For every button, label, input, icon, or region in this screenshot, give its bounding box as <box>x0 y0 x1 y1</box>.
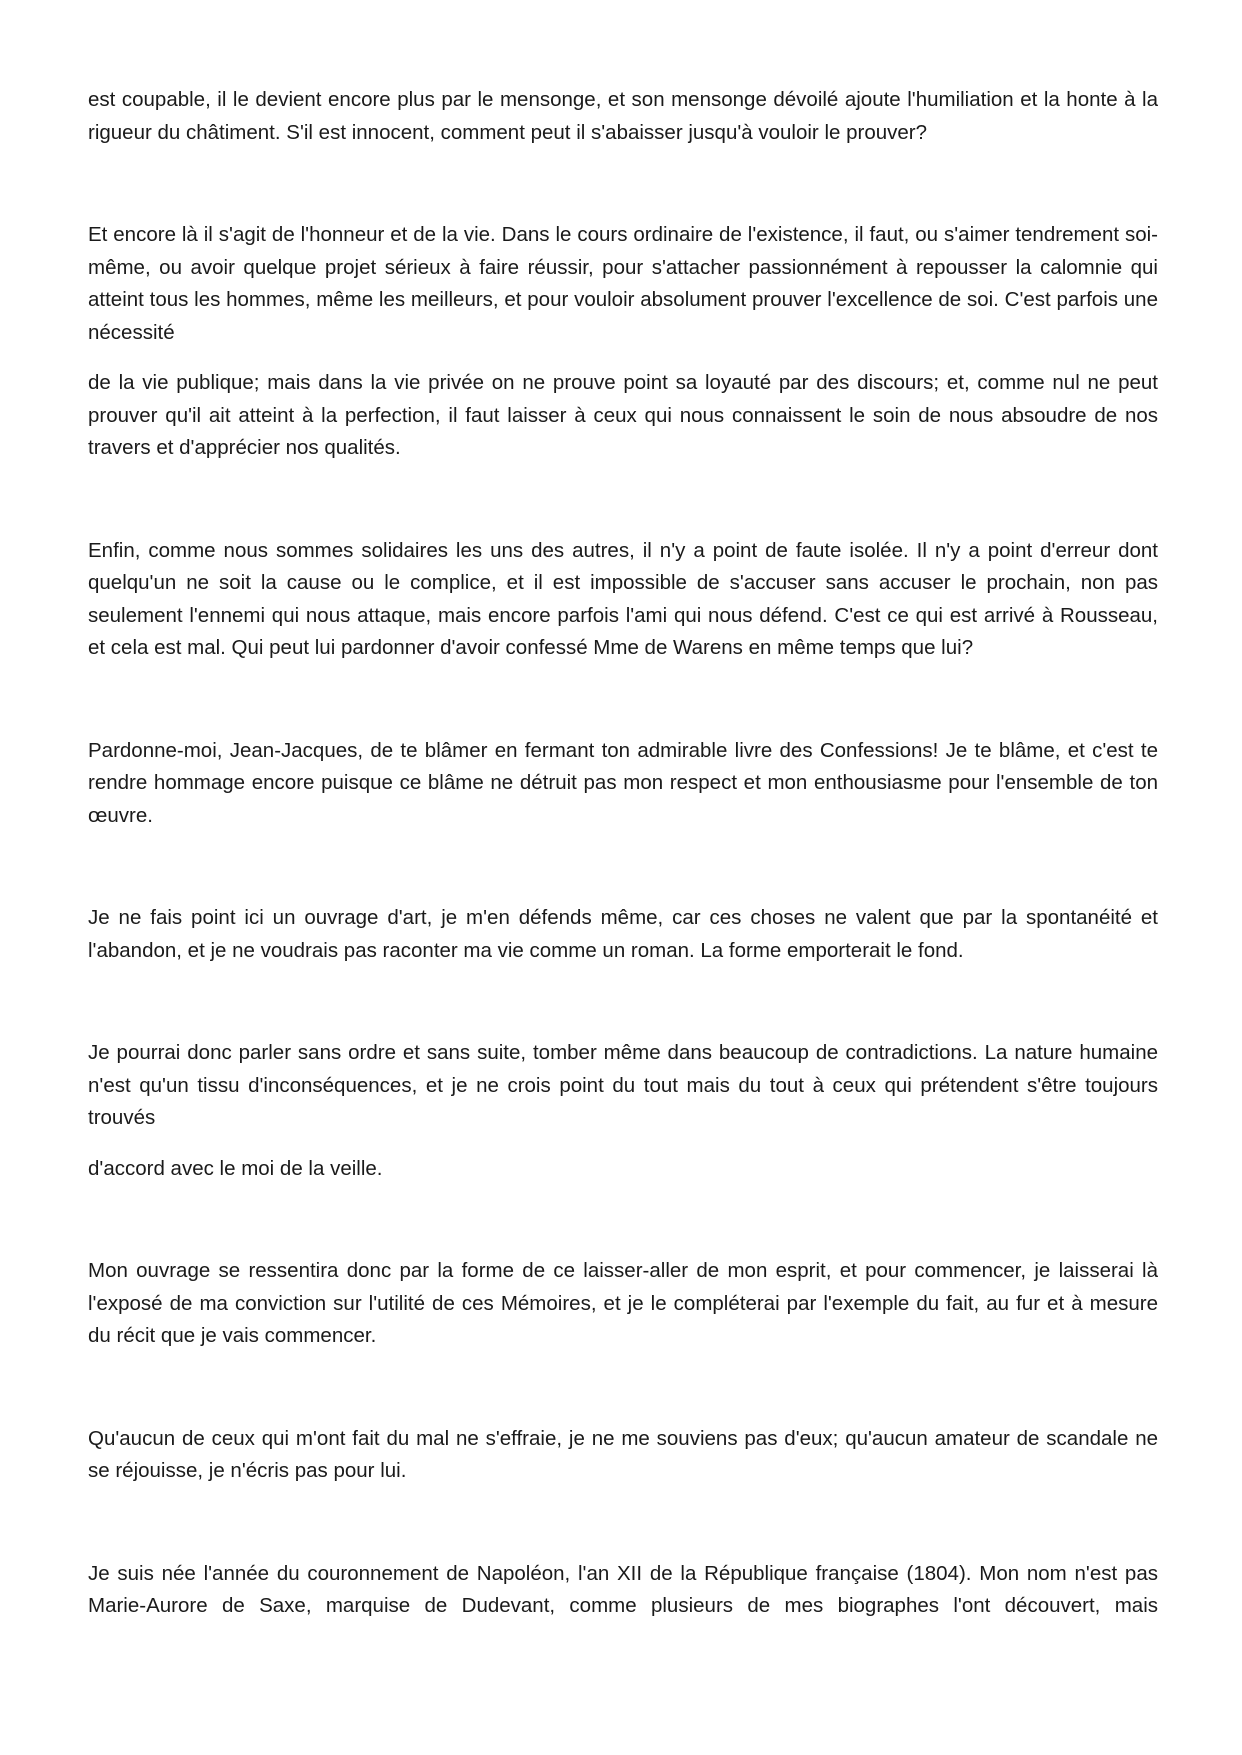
paragraph: Mon ouvrage se ressentira donc par la forme de ce laisser-aller de mon esprit, et pour commencer, je laisserai là l'exposé de ma conviction sur l'utilité de ces Mémoires, et je le compléterai par l'exemple du fait, au fur et à mesure du récit que je vais commencer. <box>88 1259 1158 1347</box>
paragraph: d'accord avec le moi de la veille. <box>88 1156 383 1180</box>
paragraph: Je suis née l'année du couronnement de Napoléon, l'an XII de la République française (1804). Mon nom n'est pas Marie-Aurore de Saxe, marquise de Dudevant, comme plusieurs de mes biographes l'ont découvert, mais <box>88 1561 1158 1617</box>
paragraph: Je ne fais point ici un ouvrage d'art, je m'en défends même, car ces choses ne valent que par la spontanéité et l'abandon, et je ne voudrais pas raconter ma vie comme un roman. La forme emporterait le fond. <box>88 906 1158 962</box>
paragraph: Qu'aucun de ceux qui m'ont fait du mal ne s'effraie, je ne me souviens pas d'eux; qu'aucun amateur de scandale ne se réjouisse, je n'écris pas pour lui. <box>88 1426 1158 1482</box>
paragraph: est coupable, il le devient encore plus par le mensonge, et son mensonge dévoilé ajoute l'humiliation et la honte à la rigueur du châtiment. S'il est innocent, comment peut il s'abaisser jusqu'à vouloir le prouver? <box>88 88 1158 144</box>
paragraph: Et encore là il s'agit de l'honneur et de la vie. Dans le cours ordinaire de l'existence, il faut, ou s'aimer tendrement soi-même, ou avoir quelque projet sérieux à faire réussir, pour s'attacher passionnément à repousser la calomnie qui atteint tous les hommes, même les meilleurs, et pour vouloir absolument prouver l'excellence de soi. C'est parfois une nécessité <box>88 223 1158 344</box>
paragraph: Pardonne-moi, Jean-Jacques, de te blâmer en fermant ton admirable livre des Confessions! Je te blâme, et c'est te rendre hommage encore puisque ce blâme ne détruit pas mon respect et mon enthousiasme pour l'ensemble de ton œuvre. <box>88 738 1158 827</box>
paragraph: de la vie publique; mais dans la vie privée on ne prouve point sa loyauté par des discours; et, comme nul ne peut prouver qu'il ait atteint à la perfection, il faut laisser à ceux qui nous connaissent le soin de nous absoudre de nos travers et d'apprécier nos qualités. <box>88 371 1158 459</box>
document-page <box>88 84 1158 1623</box>
paragraph: Je pourrai donc parler sans ordre et sans suite, tomber même dans beaucoup de contradictions. La nature humaine n'est qu'un tissu d'inconséquences, et je ne crois point du tout mais du tout à ceux qui prétendent s'être toujours trouvés <box>88 1041 1158 1129</box>
paragraph: Enfin, comme nous sommes solidaires les uns des autres, il n'y a point de faute isolée. Il n'y a point d'erreur dont quelqu'un ne soit la cause ou le complice, et il est impossible de s'accuser sans accuser le prochain, non pas seulement l'ennemi qui nous attaque, mais encore parfois l'ami qui nous défend. C'est ce qui est arrivé à Rousseau, et cela est mal. Qui peut lui pardonner d'avoir confessé Mme de Warens en même temps que lui? <box>88 538 1158 659</box>
